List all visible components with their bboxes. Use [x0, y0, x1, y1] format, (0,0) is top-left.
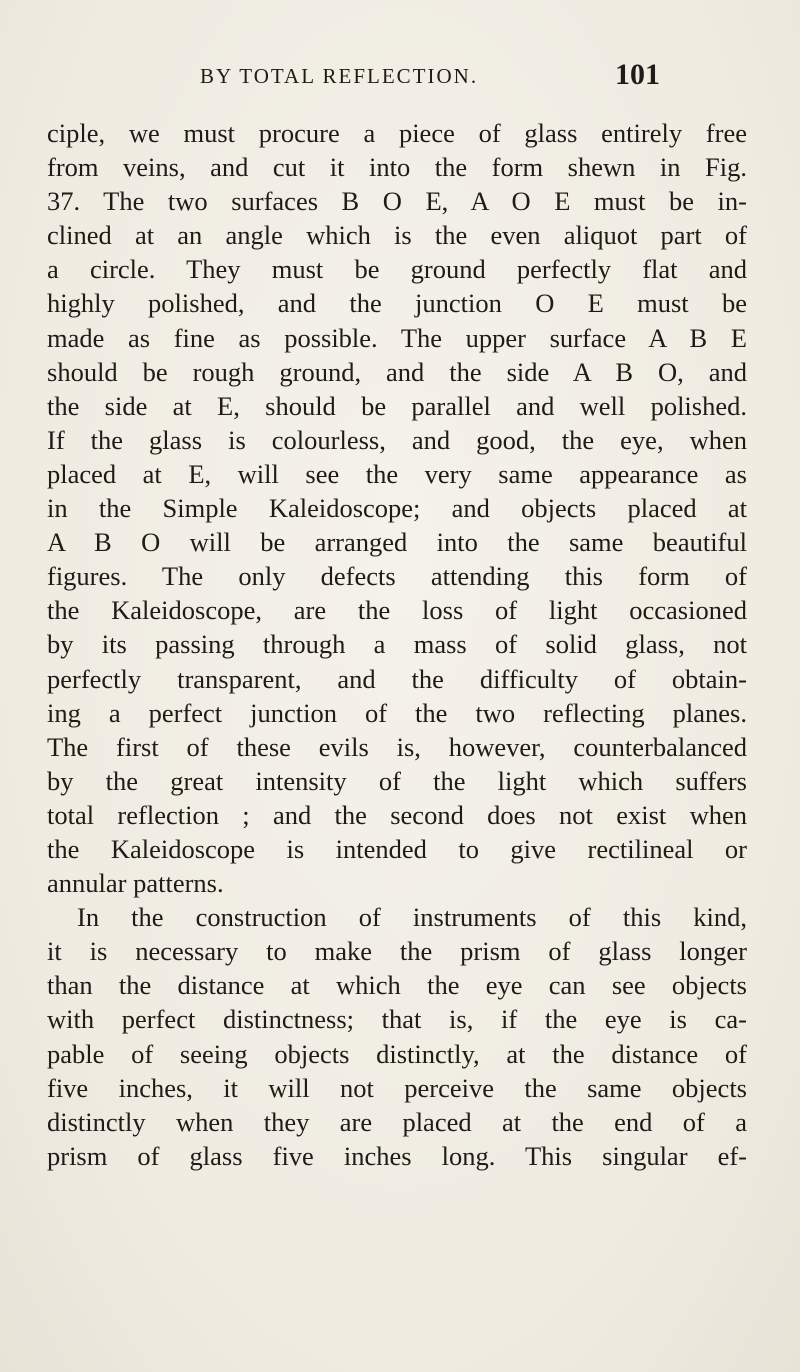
text-line: prism of glass five inches long. This singular ef- — [47, 1140, 747, 1171]
text-line: The first of these evils is, however, counterbalanced — [47, 731, 747, 762]
text-line: distinctly when they are placed at the end of a — [47, 1106, 747, 1137]
text-line: If the glass is colourless, and good, the eye, when — [47, 424, 747, 455]
text-line: a circle. They must be ground perfectly flat and — [47, 254, 747, 285]
text-line: placed at E, will see the very same appearance as — [47, 458, 747, 489]
text-line: made as fine as possible. The upper surface A B E — [47, 322, 747, 353]
running-title: BY TOTAL REFLECTION. — [200, 64, 479, 88]
text-line: from veins, and cut it into the form shewn in Fig. — [47, 152, 747, 183]
text-line: by its passing through a mass of solid glass, not — [47, 629, 747, 660]
text-line: should be rough ground, and the side A B O, and — [47, 356, 747, 387]
text-line: by the great intensity of the light which suffers — [47, 765, 747, 796]
text-line: clined at an angle which is the even aliquot part of — [47, 220, 747, 251]
text-line: the Kaleidoscope is intended to give rectilineal or — [47, 833, 747, 864]
running-head — [200, 58, 660, 98]
text-line: A B O will be arranged into the same beautiful — [47, 527, 747, 558]
text-line: annular patterns. — [47, 868, 224, 899]
text-line: pable of seeing objects distinctly, at the distance of — [47, 1038, 747, 1069]
text-line: the Kaleidoscope, are the loss of light occasioned — [47, 595, 747, 626]
text-line: five inches, it will not perceive the same objects — [47, 1072, 747, 1103]
text-line: the side at E, should be parallel and well polished. — [47, 390, 747, 421]
text-line: highly polished, and the junction O E must be — [47, 288, 747, 319]
text-line: In the construction of instruments of this kind, — [77, 902, 747, 933]
text-line: figures. The only defects attending this form of — [47, 561, 747, 592]
text-line: it is necessary to make the prism of glass longer — [47, 936, 747, 967]
text-line: ciple, we must procure a piece of glass entirely free — [47, 118, 747, 148]
text-line: in the Simple Kaleidoscope; and objects placed at — [47, 493, 747, 524]
text-line: than the distance at which the eye can see objects — [47, 970, 747, 1001]
text-line: ing a perfect junction of the two reflecting planes. — [47, 697, 747, 728]
text-line: perfectly transparent, and the difficulty of obtain- — [47, 663, 747, 694]
page-number: 101 — [615, 58, 660, 91]
text-line: 37. The two surfaces B O E, A O E must be in- — [47, 186, 747, 217]
text-line: with perfect distinctness; that is, if the eye is ca- — [47, 1004, 747, 1035]
text-line: total reflection ; and the second does not exist when — [47, 799, 747, 830]
body-text — [47, 116, 747, 1173]
